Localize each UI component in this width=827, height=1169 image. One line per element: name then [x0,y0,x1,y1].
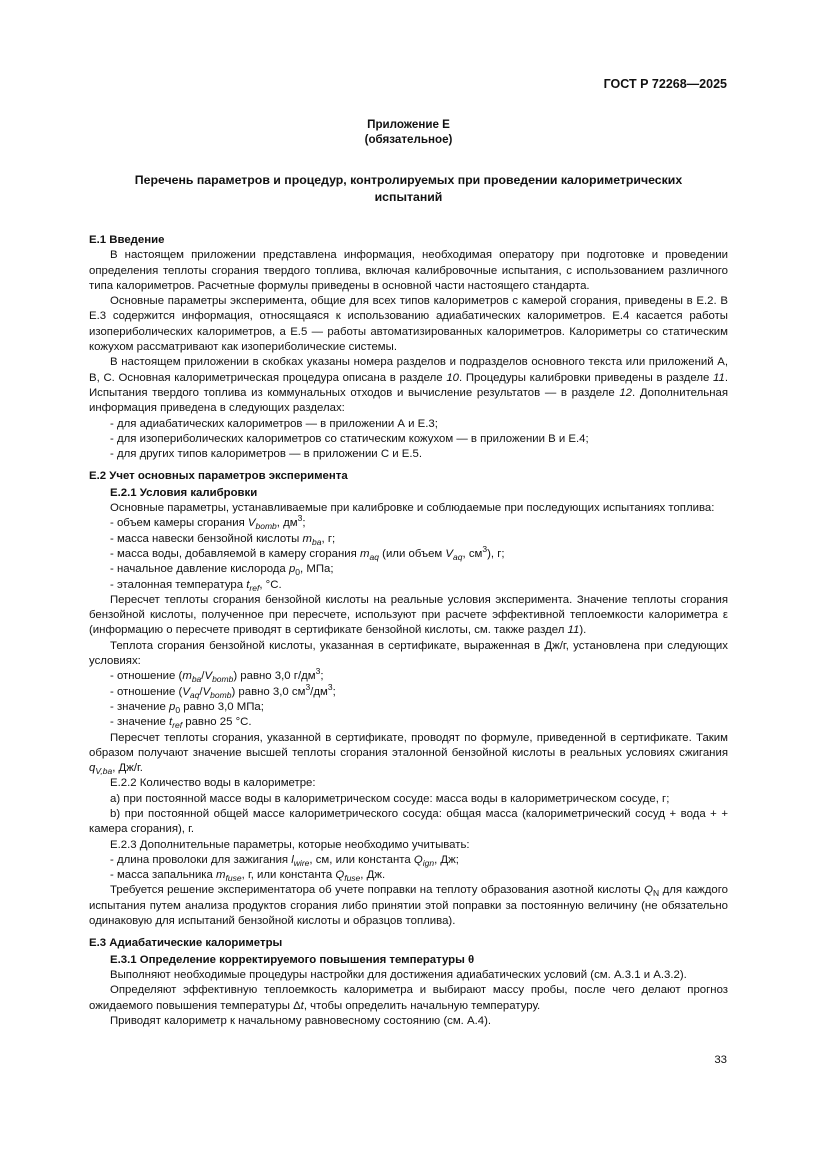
list-item: - отношение $(V_{aq}/V_{bomb})$ равно 3,0 $см^3/дм^3$; [110,681,336,700]
paragraph: Пересчет теплоты сгорания бензойной кислоты на реальные условия эксперимента. Значение теплоты сгорания бензойной кислоты, полученное при пересчете, используют при расчете эффективной теплоемкости калориметра ε (информацию о пересчете приводят в сертификате бензойной кислоты, см. также раздел 11). [89,593,728,637]
list-item: - длина проволоки для зажигания $l_{wire}$, см, или константа $Q_{ign}$, Дж; [110,853,459,868]
list-item: - масса воды, добавляемой в камеру сгорания $m_{aq}$ (или объем $V_{aq}$, $см^3$), г; [110,543,505,562]
paragraph: b) при постоянной общей массе калориметрического сосуда: общая масса (калориметрический сосуд + вода + + камера сгорания), г. [89,807,728,836]
paragraph: Основные параметры, устанавливаемые при калибровке и соблюдаемые при последующих испытаниях топлива: [110,502,715,515]
paragraph: Выполняют необходимые процедуры настройки для достижения адиабатических условий (см. А.3.1 и А.3.2). [110,968,687,981]
section-e1-heading: Е.1 Введение [89,234,165,246]
list-item: - объем камеры сгорания $V_{bomb}$, $дм^3$; [110,513,306,532]
paragraph: Теплота сгорания бензойной кислоты, указанная в сертификате, выраженная в Дж/г, установлена при следующих условиях: [89,639,728,668]
paragraph: Е.2.3 Дополнительные параметры, которые необходимо учитывать: [110,838,470,851]
annex-heading-line2: испытаний [374,189,443,204]
paragraph: В настоящем приложении представлена информация, необходимая оператору при подготовке и проведении определения теплоты сгорания твердого топлива, включая калибровочные испытания, с использованием различного типа калориметров. Расчетные формулы приведены в основной части настоящего стандарта. [89,249,728,292]
paragraph: Определяют эффективную теплоемкость калориметра и выбирают массу пробы, после чего делают прогноз ожидаемого повышения температуры Δt, чтобы определить начальную температуру. [89,984,728,1012]
annex-heading-line1: Перечень параметров и процедур, контролируемых при проведении калориметрических [134,173,683,187]
list-item: - отношение $(m_{ba}/V_{bomb})$ равно 3,0 $г/дм^3$; [110,666,324,685]
section-e2-heading: Е.2 Учет основных параметров эксперимента [89,470,348,483]
list-item: - для адиабатических калориметров — в приложении А и Е.3; [110,417,438,430]
paragraph: Е.2.2 Количество воды в калориметре: [110,777,316,790]
list-item: - масса навески бензойной кислоты $m_{ba}$, г; [110,532,336,547]
list-item: - значение $p_0$ равно 3,0 МПа; [110,700,264,715]
list-item: - начальное давление кислорода $p_0$, МПа; [110,563,334,578]
paragraph: Требуется решение экспериментатора об учете поправки на теплоту образования азотной кислоты $Q_N$ для каждого испытания путем анализа продуктов сгорания либо принятии этой поправки за постоянную величину (не обязательно одинаковую для испытаний бензойной кислоты и образцов топлива). [89,884,728,928]
paragraph: Пересчет теплоты сгорания, указанной в сертификате, проводят по формуле, приведенной в сертификате. Таким образом получают значение высшей теплоты сгорания эталонной бензойной кислоты в реальных условиях сжигания $q_{V,ba}$, Дж/г. [89,731,728,777]
paragraph: а) при постоянной массе воды в калориметрическом сосуде: масса воды в калориметрическом сосуде, г; [110,792,670,805]
list-item: - значение $t_{ref}$ равно 25 °С. [110,716,252,731]
subsection-e31-heading: Е.3.1 Определение корректируемого повышения температуры θ [110,953,475,966]
list-item: - для других типов калориметров — в приложении С и Е.5. [110,448,423,461]
annex-status: (обязательное) [364,133,453,146]
section-e3-heading: Е.3 Адиабатические калориметры [89,937,283,950]
page-number: 33 [714,1054,727,1066]
paragraph: Приводят калориметр к начальному равновесному состоянию (см. А.4). [110,1014,492,1027]
standard-designation: ГОСТ Р 72268—2025 [603,77,727,91]
paragraph: В настоящем приложении в скобках указаны номера разделов и подразделов основного текста или приложений А, В, С. Основная калориметрическая процедура описана в разделе 10. Процедуры калибровки приведены в разделе 11. Испытания твердого топлива из коммунальных отходов и вычисление результатов — в разделе 12. Дополнительная информация приведена в следующих разделах: [89,356,728,415]
list-item: - масса запальника $m_{fuse}$, г, или константа $Q_{fuse}$, Дж. [110,869,386,884]
list-item: - для изопериболических калориметров со статическим кожухом — в приложении В и Е.4; [110,432,589,445]
annex-label [89,117,728,147]
annex-heading [89,172,728,205]
paragraph: Основные параметры эксперимента, общие для всех типов калориметров с камерой сгорания, приведены в Е.2. В Е.3 содержится информация, относящаяся к использованию адиабатических калориметров. Е.4 касается работы изопериболических калориметров, а Е.5 — работы автоматизированных калориметров. Калориметры со статическим кожухом рассматривают как изопериболические системы. [89,295,728,354]
list-item: - эталонная температура $t_{ref}$, °С. [110,578,282,593]
annex-title: Приложение Е [367,118,450,131]
document-body [89,106,728,1029]
subsection-e21-heading: Е.2.1 Условия калибровки [110,486,258,499]
